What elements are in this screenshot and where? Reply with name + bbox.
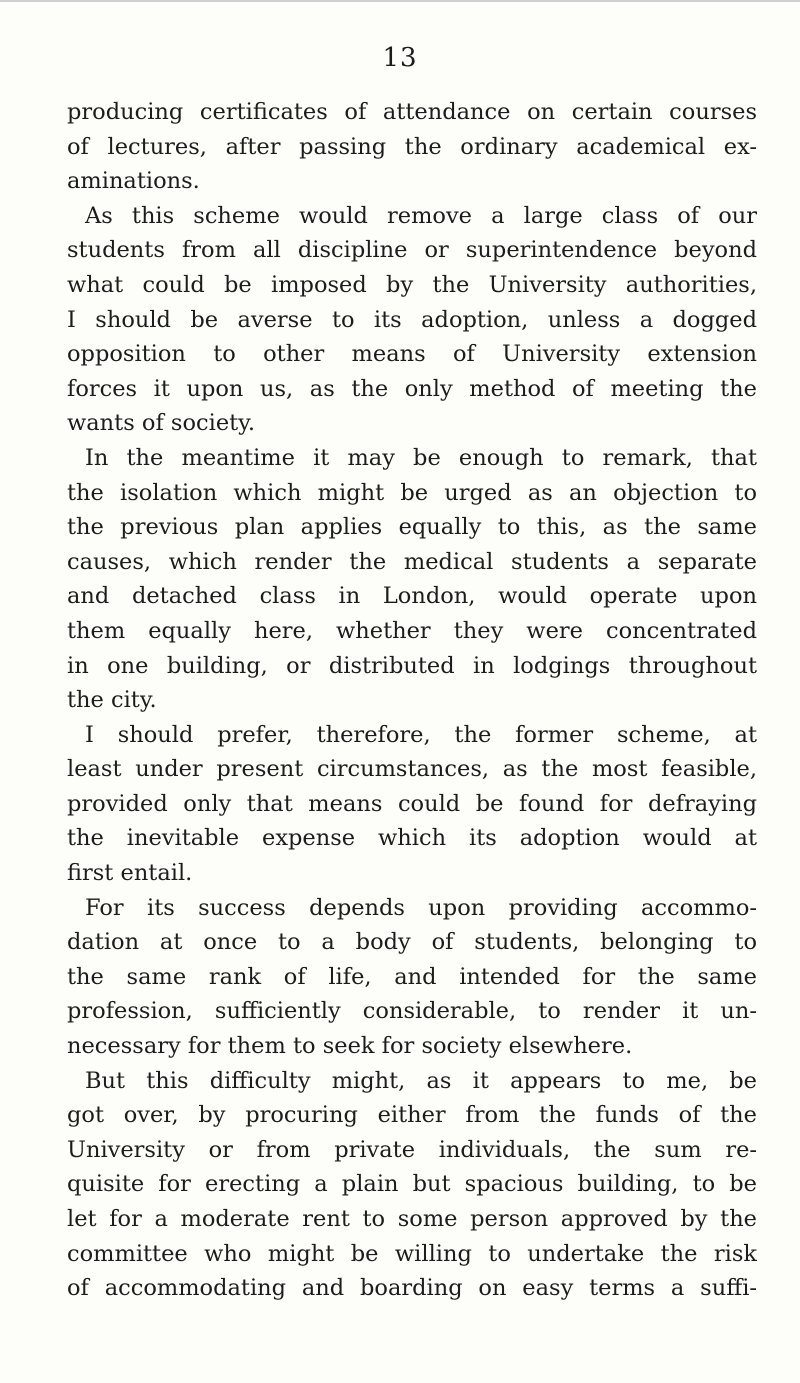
text-line: got over, by procuring either from the funds of the <box>67 1102 757 1129</box>
text-line: students from all discipline or superintendence beyond <box>67 237 757 264</box>
text-line: the inevitable expense which its adoption would at <box>67 825 757 852</box>
text-line: in one building, or distributed in lodgings throughout <box>67 652 757 679</box>
text-line: In the meantime it may be enough to remark, that <box>85 444 757 471</box>
text-line: least under present circumstances, as the most feasible, <box>67 756 757 783</box>
text-line: producing certificates of attendance on certain courses <box>67 99 757 125</box>
text-line: what could be imposed by the University authorities, <box>67 271 757 298</box>
page-number: 13 <box>382 43 418 73</box>
text-line: the city. <box>67 687 157 714</box>
text-line: the same rank of life, and intended for the same <box>67 963 757 990</box>
text-line: aminations. <box>67 168 200 195</box>
text-line: For its success depends upon providing accommo- <box>85 894 757 921</box>
text-line: let for a moderate rent to some person approved by the <box>67 1206 757 1232</box>
text-line: I should prefer, therefore, the former scheme, at <box>85 721 757 748</box>
text-line: causes, which render the medical students a separate <box>67 548 757 575</box>
text-line: quisite for erecting a plain but spacious building, to be <box>67 1171 757 1198</box>
text-line: the isolation which might be urged as an objection to <box>67 479 757 506</box>
text-line: University or from private individuals, the sum re- <box>67 1136 757 1163</box>
text-line: profession, sufficiently considerable, to render it un- <box>67 998 757 1025</box>
text-line: committee who might be willing to undertake the risk <box>67 1240 757 1267</box>
text-line: dation at once to a body of students, belonging to <box>67 929 757 956</box>
text-line: the previous plan applies equally to this, as the same <box>67 514 757 541</box>
text-line: of accommodating and boarding on easy terms a suffi- <box>67 1275 757 1302</box>
text-line: provided only that means could be found for defraying <box>67 790 757 817</box>
text-line: I should be averse to its adoption, unless a dogged <box>67 306 757 333</box>
text-line: them equally here, whether they were concentrated <box>67 617 757 644</box>
text-line: opposition to other means of University extension <box>67 341 757 368</box>
text-line: and detached class in London, would operate upon <box>67 583 757 610</box>
text-line: of lectures, after passing the ordinary academical ex- <box>67 133 757 160</box>
body-text <box>67 95 757 1306</box>
top-edge-rule <box>0 0 800 2</box>
text-line: first entail. <box>67 860 193 887</box>
text-line: wants of society. <box>67 410 256 437</box>
text-line: necessary for them to seek for society elsewhere. <box>67 1033 633 1060</box>
text-line: forces it upon us, as the only method of meeting the <box>67 375 757 402</box>
text-line: As this scheme would remove a large class of our <box>85 202 757 229</box>
text-line: But this difficulty might, as it appears to me, be <box>85 1067 757 1094</box>
